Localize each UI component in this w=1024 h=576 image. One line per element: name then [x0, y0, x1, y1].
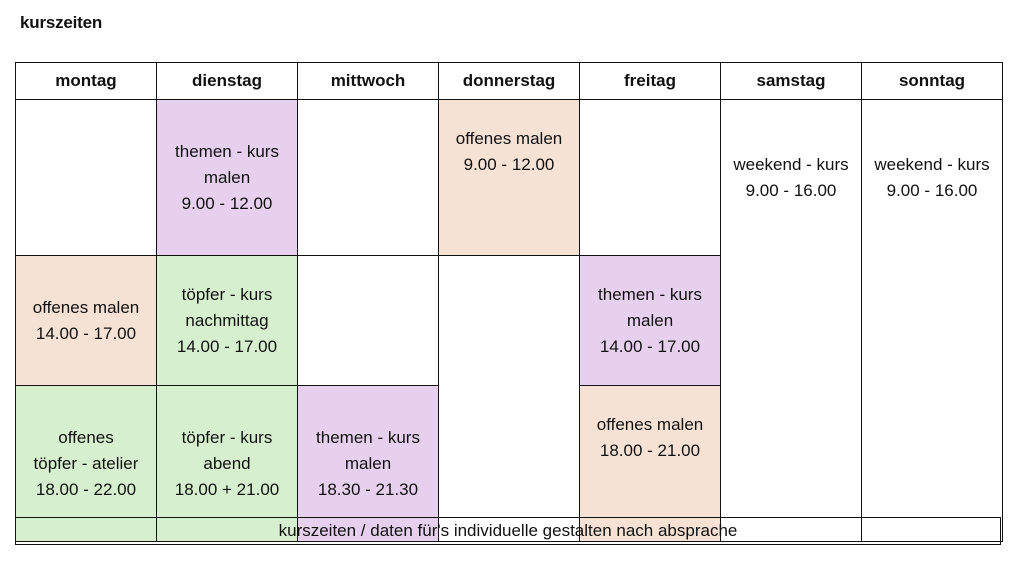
day-header-freitag: freitag [580, 63, 721, 100]
course-time: 18.00 - 21.00 [599, 441, 701, 460]
day-header-dienstag: dienstag [157, 63, 298, 100]
course-time: 18.30 - 21.30 [317, 479, 419, 499]
course-time: 14.00 - 17.00 [599, 336, 701, 356]
schedule-table [15, 62, 1003, 542]
course-cell [439, 100, 580, 256]
course-title: themen - kurs [598, 284, 702, 304]
course-time: 18.00 + 21.00 [174, 479, 280, 499]
course-subtitle: malen [626, 310, 674, 330]
course-title: offenes malen [32, 297, 140, 317]
empty-cell [580, 100, 721, 256]
day-header-samstag: samstag [721, 63, 862, 100]
course-time: 9.00 - 16.00 [745, 181, 837, 200]
empty-cell [439, 256, 580, 542]
day-header-donnerstag: donnerstag [439, 63, 580, 100]
empty-cell [298, 100, 439, 256]
empty-cell [298, 256, 439, 386]
course-time: 9.00 - 12.00 [463, 155, 555, 174]
course-title: weekend - kurs [733, 155, 849, 174]
course-title: töpfer - kurs [181, 284, 273, 304]
page-title: kurszeiten [20, 13, 103, 32]
course-title: offenes [58, 427, 114, 447]
course-title: themen - kurs [316, 427, 420, 447]
course-title: töpfer - kurs [181, 427, 273, 447]
day-header-montag: montag [16, 63, 157, 100]
course-cell-weekend [721, 100, 862, 542]
course-subtitle: malen [203, 167, 251, 187]
course-time: 9.00 - 12.00 [181, 193, 273, 213]
time-row-morning [16, 100, 1003, 256]
course-subtitle: töpfer - atelier [33, 453, 139, 473]
course-time: 9.00 - 16.00 [886, 181, 978, 200]
course-cell [580, 256, 721, 386]
course-cell-weekend [862, 100, 1003, 542]
course-cell [157, 256, 298, 386]
empty-cell [16, 100, 157, 256]
course-cell [157, 100, 298, 256]
day-header-mittwoch: mittwoch [298, 63, 439, 100]
course-subtitle: malen [344, 453, 392, 473]
course-subtitle: nachmittag [185, 310, 269, 330]
course-subtitle: abend [203, 453, 251, 473]
course-title: offenes malen [596, 415, 704, 434]
course-title: themen - kurs [175, 141, 279, 161]
footer-note: kurszeiten / daten für's individuelle gestalten nach absprache [15, 517, 1001, 545]
course-time: 18.00 - 22.00 [35, 479, 137, 499]
course-title: offenes malen [455, 129, 563, 148]
course-cell [16, 256, 157, 386]
course-time: 14.00 - 17.00 [176, 336, 278, 356]
day-header-sonntag: sonntag [862, 63, 1003, 100]
course-time: 14.00 - 17.00 [35, 323, 137, 343]
course-title: weekend - kurs [874, 155, 990, 174]
header-row [16, 63, 1003, 100]
